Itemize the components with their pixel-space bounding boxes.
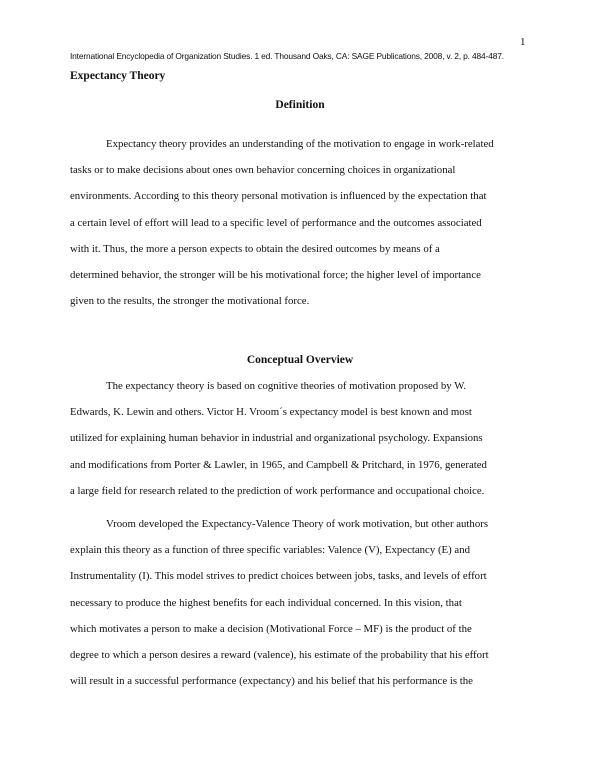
- text-line: Edwards, K. Lewin and others. Victor H. Vroom´s expectancy model is best known and most: [70, 406, 472, 419]
- text-line: Instrumentality (I). This model strives to predict choices between jobs, tasks, and levels of effort: [70, 570, 487, 583]
- paragraph-overview-1: [70, 379, 530, 510]
- text-line: given to the results, the stronger the motivational force.: [70, 295, 310, 308]
- text-line: explain this theory as a function of three specific variables: Valence (V), Expectancy (E) and: [70, 544, 471, 557]
- text-line: a certain level of effort will lead to a specific level of performance and the outcomes associated: [70, 216, 482, 229]
- text-line: a large field for research related to the prediction of work performance and occupational choice.: [70, 484, 485, 497]
- text-line: determined behavior, the stronger will be his motivational force; the higher level of importance: [70, 268, 481, 281]
- text-line: The expectancy theory is based on cognitive theories of motivation proposed by W.: [106, 380, 467, 392]
- text-line: and modifications from Porter & Lawler, in 1965, and Campbell & Pritchard, in 1976, generated: [70, 458, 487, 471]
- text-line: Vroom developed the Expectancy-Valence Theory of work motivation, but other authors: [106, 518, 489, 530]
- text-line: will result in a successful performance (expectancy) and his belief that his performance is the: [70, 675, 473, 688]
- text-line: degree to which a person desires a reward (valence), his estimate of the probability that his effort: [70, 648, 489, 661]
- text-line: which motivates a person to make a decision (Motivational Force – MF) is the product of the: [70, 622, 472, 635]
- text-line: environments. According to this theory personal motivation is influenced by the expectation that: [70, 190, 487, 203]
- text-line: tasks or to make decisions about ones own behavior concerning choices in organizational: [70, 164, 456, 177]
- paragraph-overview-2: [70, 517, 530, 700]
- text-line: utilized for explaining human behavior in industrial and organizational psychology. Expansions: [70, 432, 483, 445]
- section-heading-definition: Definition: [275, 99, 325, 111]
- text-line: with it. Thus, the more a person expects to obtain the desired outcomes by means of a: [70, 242, 440, 255]
- text-line: necessary to produce the highest benefits for each individual concerned. In this vision, that: [70, 596, 462, 609]
- page-number: 1: [520, 36, 526, 48]
- citation-header: International Encyclopedia of Organization Studies. 1 ed. Thousand Oaks, CA: SAGE Publications, 2008, v. 2, p. 484-487.: [70, 51, 504, 61]
- section-heading-conceptual-overview: Conceptual Overview: [246, 354, 354, 366]
- text-line: Expectancy theory provides an understanding of the motivation to engage in work-related: [106, 138, 494, 150]
- paragraph-definition: [70, 137, 530, 320]
- document-title: Expectancy Theory: [70, 70, 166, 82]
